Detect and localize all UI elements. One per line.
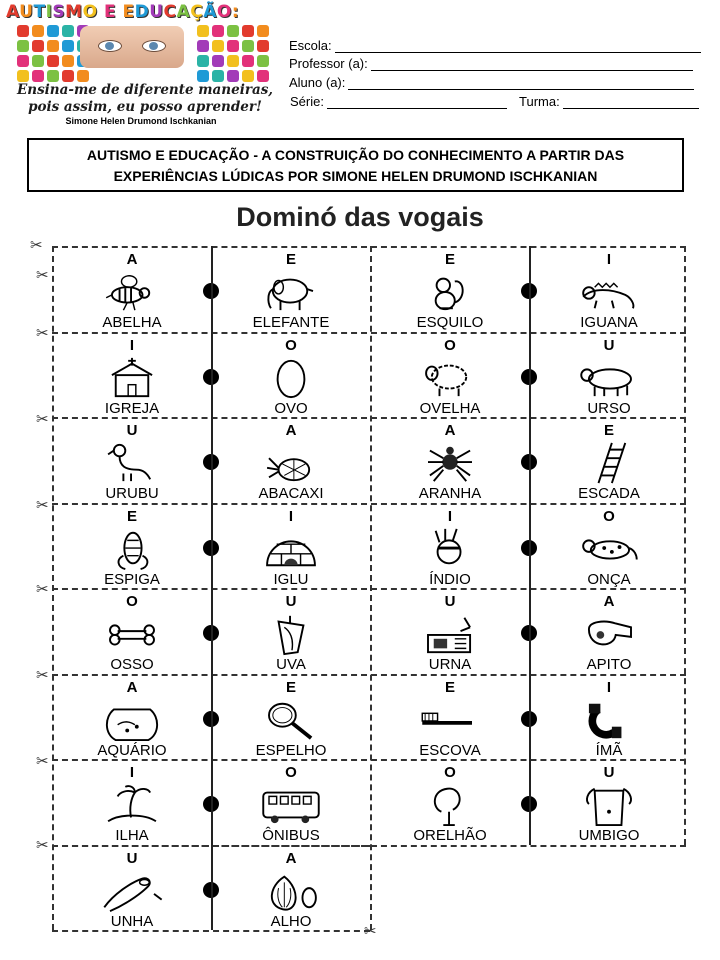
- word-label: OSSO: [110, 656, 154, 673]
- domino-grid: [30, 237, 686, 940]
- cut-line-horizontal: [52, 845, 686, 847]
- puzzle-piece: [197, 40, 209, 52]
- domino-cell: [212, 419, 370, 504]
- word-label: IGREJA: [104, 399, 160, 417]
- word-label: ALHO: [270, 912, 312, 930]
- vowel-label: A: [126, 678, 138, 696]
- squirrel-icon: [415, 270, 485, 314]
- puzzle-piece: [212, 25, 224, 37]
- word-label: ÔNIBUS: [262, 827, 320, 844]
- vowel-label: U: [126, 422, 138, 439]
- domino-cell: [53, 847, 211, 932]
- vowel-label: U: [603, 764, 615, 781]
- vowel-label: U: [126, 849, 138, 867]
- word-label: ORELHÃO: [413, 827, 487, 844]
- grade-label: Série:: [290, 94, 324, 109]
- teacher-field[interactable]: [289, 56, 693, 71]
- vowel-label: E: [444, 251, 455, 268]
- scissors-icon: ✂: [36, 411, 49, 428]
- vowel-label: I: [447, 507, 453, 525]
- garlic-icon: [256, 869, 326, 913]
- word-label: ARANHA: [418, 485, 482, 502]
- domino-cell: [371, 761, 529, 846]
- cut-line-vertical: [684, 246, 686, 845]
- puzzle-piece: [17, 40, 29, 52]
- puzzle-piece: [212, 70, 224, 82]
- vowel-label: I: [129, 336, 135, 354]
- teacher-label: Professor (a):: [289, 56, 368, 71]
- iguana-icon: [574, 270, 644, 314]
- puzzle-piece: [32, 70, 44, 82]
- church-icon: [97, 356, 167, 400]
- vowel-label: U: [603, 336, 615, 354]
- puzzle-piece: [62, 55, 74, 67]
- domino-cell: [53, 419, 211, 504]
- word-label: ESCADA: [578, 485, 640, 502]
- word-label: ESPIGA: [104, 570, 160, 588]
- word-label: ONÇA: [587, 570, 631, 588]
- puzzle-piece: [257, 40, 269, 52]
- scissors-icon: ✂: [36, 837, 49, 854]
- student-label: Aluno (a):: [289, 75, 346, 90]
- domino-cell: [53, 676, 211, 761]
- puzzle-piece: [242, 25, 254, 37]
- title-banner: [27, 138, 684, 192]
- vowel-label: U: [444, 593, 456, 610]
- scissors-icon: ✂: [36, 497, 49, 514]
- cut-line-vertical: [370, 246, 372, 930]
- fingernail-icon: [97, 869, 167, 913]
- scissors-icon: ✂: [36, 581, 49, 598]
- puzzle-piece: [17, 25, 29, 37]
- word-label: OVELHA: [419, 399, 481, 417]
- aquarium-icon: [97, 698, 167, 742]
- word-label: AQUÁRIO: [97, 741, 167, 759]
- word-label: ESQUILO: [416, 314, 484, 331]
- domino-cell: [212, 334, 370, 419]
- domino-cell: [212, 847, 370, 932]
- bee-icon: [97, 270, 167, 314]
- cut-line-vertical: [52, 246, 54, 930]
- domino-divider: [211, 246, 213, 930]
- vowel-label: E: [126, 507, 137, 525]
- scissors-icon: ✂: [36, 267, 49, 284]
- vowel-label: I: [288, 507, 294, 525]
- bone-icon: [97, 612, 167, 656]
- domino-cell: [53, 761, 211, 846]
- puzzle-piece: [17, 55, 29, 67]
- puzzle-piece: [47, 70, 59, 82]
- domino-cell: [371, 590, 529, 675]
- scissors-icon: ✂: [36, 667, 49, 684]
- island-icon: [97, 783, 167, 827]
- puzzle-piece: [227, 25, 239, 37]
- school-line[interactable]: [335, 40, 701, 53]
- bear-icon: [574, 356, 644, 400]
- vowel-label: O: [285, 336, 297, 354]
- school-label: Escola:: [289, 38, 332, 53]
- word-label: ÍNDIO: [429, 570, 471, 588]
- vowel-label: I: [606, 678, 612, 696]
- puzzle-piece: [257, 55, 269, 67]
- toothbrush-icon: [415, 698, 485, 742]
- domino-cell: [53, 590, 211, 675]
- student-line[interactable]: [348, 77, 694, 90]
- puzzle-piece: [62, 40, 74, 52]
- domino-cell: [53, 505, 211, 590]
- vowel-label: E: [285, 678, 296, 696]
- word-label: UMBIGO: [578, 827, 640, 844]
- banner-line-1: AUTISMO E EDUCAÇÃO - A CONSTRUIÇÃO DO CONHECIMENTO A PARTIR DAS: [86, 147, 625, 163]
- logo-slogan: [6, 82, 284, 116]
- corn-icon: [97, 527, 167, 571]
- vowel-label: A: [285, 849, 297, 867]
- word-label: ABACAXI: [258, 485, 324, 502]
- vowel-label: E: [603, 422, 614, 439]
- puzzle-piece: [257, 25, 269, 37]
- class-line[interactable]: [563, 96, 699, 109]
- slogan-line-2: pois assim, eu posso aprender!: [28, 99, 262, 115]
- puzzle-piece: [32, 25, 44, 37]
- word-label: ILHA: [115, 827, 149, 844]
- puzzle-piece: [227, 40, 239, 52]
- sheep-icon: [415, 356, 485, 400]
- puzzle-piece: [62, 25, 74, 37]
- student-field[interactable]: [289, 75, 694, 90]
- vowel-label: A: [603, 593, 615, 610]
- left-eye-icon: [98, 40, 122, 52]
- magnet-icon: [574, 698, 644, 742]
- puzzle-piece: [77, 70, 89, 82]
- logo-title: AUTISMO E EDUCAÇÃO:: [6, 2, 240, 22]
- spider-icon: [415, 441, 485, 485]
- bus-icon: [256, 783, 326, 827]
- scissors-icon: ✂: [36, 325, 49, 342]
- jaguar-icon: [574, 527, 644, 571]
- puzzle-piece: [212, 55, 224, 67]
- scissors-icon: ✂: [30, 237, 43, 254]
- domino-cell: [212, 505, 370, 590]
- puzzle-piece: [62, 70, 74, 82]
- vowel-label: E: [285, 251, 296, 268]
- vowel-label: U: [285, 593, 297, 610]
- puzzle-piece: [32, 55, 44, 67]
- grade-line[interactable]: [327, 96, 507, 109]
- sheet-title: Dominó das vogais: [236, 202, 484, 232]
- puzzle-piece: [242, 70, 254, 82]
- puzzle-piece: [257, 70, 269, 82]
- puzzle-piece: [227, 70, 239, 82]
- vowel-label: I: [129, 764, 135, 781]
- vowel-label: A: [444, 422, 456, 439]
- puzzle-piece: [197, 55, 209, 67]
- puzzle-piece: [47, 40, 59, 52]
- word-label: URSO: [587, 399, 631, 417]
- domino-cell: [53, 248, 211, 333]
- logo-author: Simone Helen Drumond Ischkanian: [65, 116, 217, 126]
- banner-line-2: EXPERIÊNCIAS LÚDICAS POR SIMONE HELEN DRUMOND ISCHKANIAN: [113, 168, 598, 184]
- domino-cell: [212, 248, 370, 333]
- right-eye-icon: [142, 40, 166, 52]
- cut-line-horizontal: [52, 930, 370, 932]
- elephant-icon: [256, 270, 326, 314]
- word-label: UVA: [276, 656, 306, 673]
- puzzle-piece: [47, 55, 59, 67]
- navel-icon: [574, 783, 644, 827]
- child-face-image: [80, 26, 184, 68]
- puzzle-piece: [242, 40, 254, 52]
- domino-cell: [530, 419, 688, 504]
- puzzle-piece: [32, 40, 44, 52]
- domino-cell: [530, 248, 688, 333]
- vowel-label: O: [444, 336, 456, 354]
- domino-cell: [371, 248, 529, 333]
- word-label: URNA: [428, 656, 472, 673]
- domino-cell: [212, 676, 370, 761]
- ballot-box-icon: [415, 612, 485, 656]
- egg-icon: [256, 356, 326, 400]
- puzzle-piece: [242, 55, 254, 67]
- word-label: IGUANA: [580, 314, 638, 331]
- puzzle-piece: [47, 25, 59, 37]
- grade-field[interactable]: [290, 94, 507, 109]
- igloo-icon: [256, 527, 326, 571]
- vulture-icon: [97, 441, 167, 485]
- puzzle-piece: [197, 25, 209, 37]
- domino-cell: [371, 676, 529, 761]
- domino-cell: [212, 761, 370, 846]
- puzzle-piece: [227, 55, 239, 67]
- vowel-label: O: [126, 593, 138, 610]
- domino-cell: [53, 334, 211, 419]
- vowel-label: O: [444, 764, 456, 781]
- vowel-label: A: [126, 251, 138, 268]
- domino-cell: [530, 590, 688, 675]
- word-label: OVO: [274, 399, 308, 417]
- word-label: UNHA: [110, 912, 154, 930]
- class-field[interactable]: [519, 94, 699, 109]
- domino-cell: [371, 419, 529, 504]
- domino-cell: [212, 590, 370, 675]
- domino-cell: [530, 334, 688, 419]
- class-label: Turma:: [519, 94, 560, 109]
- word-label: ESCOVA: [419, 741, 481, 759]
- domino-cell: [371, 505, 529, 590]
- domino-divider: [529, 246, 531, 845]
- slogan-line-1: Ensina-me de diferente maneiras,: [16, 82, 274, 98]
- pineapple-icon: [256, 441, 326, 485]
- puzzle-piece: [197, 70, 209, 82]
- mirror-icon: [256, 698, 326, 742]
- word-label: URUBU: [105, 485, 159, 502]
- puzzle-piece: [212, 40, 224, 52]
- vowel-label: E: [444, 678, 455, 696]
- logo: [4, 2, 282, 130]
- vowel-label: O: [285, 764, 297, 781]
- indian-icon: [415, 527, 485, 571]
- vowel-label: I: [606, 251, 612, 268]
- domino-cell: [530, 676, 688, 761]
- word-label: ÍMÃ: [595, 741, 623, 759]
- vowel-label: A: [285, 422, 297, 439]
- school-field[interactable]: [289, 38, 701, 53]
- word-label: ELEFANTE: [252, 314, 330, 331]
- word-label: APITO: [586, 656, 632, 673]
- puzzle-piece: [17, 70, 29, 82]
- scissors-icon: ✂: [36, 753, 49, 770]
- word-label: ESPELHO: [255, 741, 327, 759]
- teacher-line[interactable]: [371, 58, 693, 71]
- word-label: ABELHA: [102, 314, 162, 331]
- domino-cell: [530, 761, 688, 846]
- ladder-icon: [574, 441, 644, 485]
- vowel-label: O: [603, 507, 615, 525]
- word-label: IGLU: [273, 570, 309, 588]
- domino-cell: [371, 334, 529, 419]
- domino-cell: [530, 505, 688, 590]
- whistle-icon: [574, 612, 644, 656]
- scissors-icon: ✂: [364, 923, 377, 940]
- payphone-icon: [415, 783, 485, 827]
- grape-icon: [256, 612, 326, 656]
